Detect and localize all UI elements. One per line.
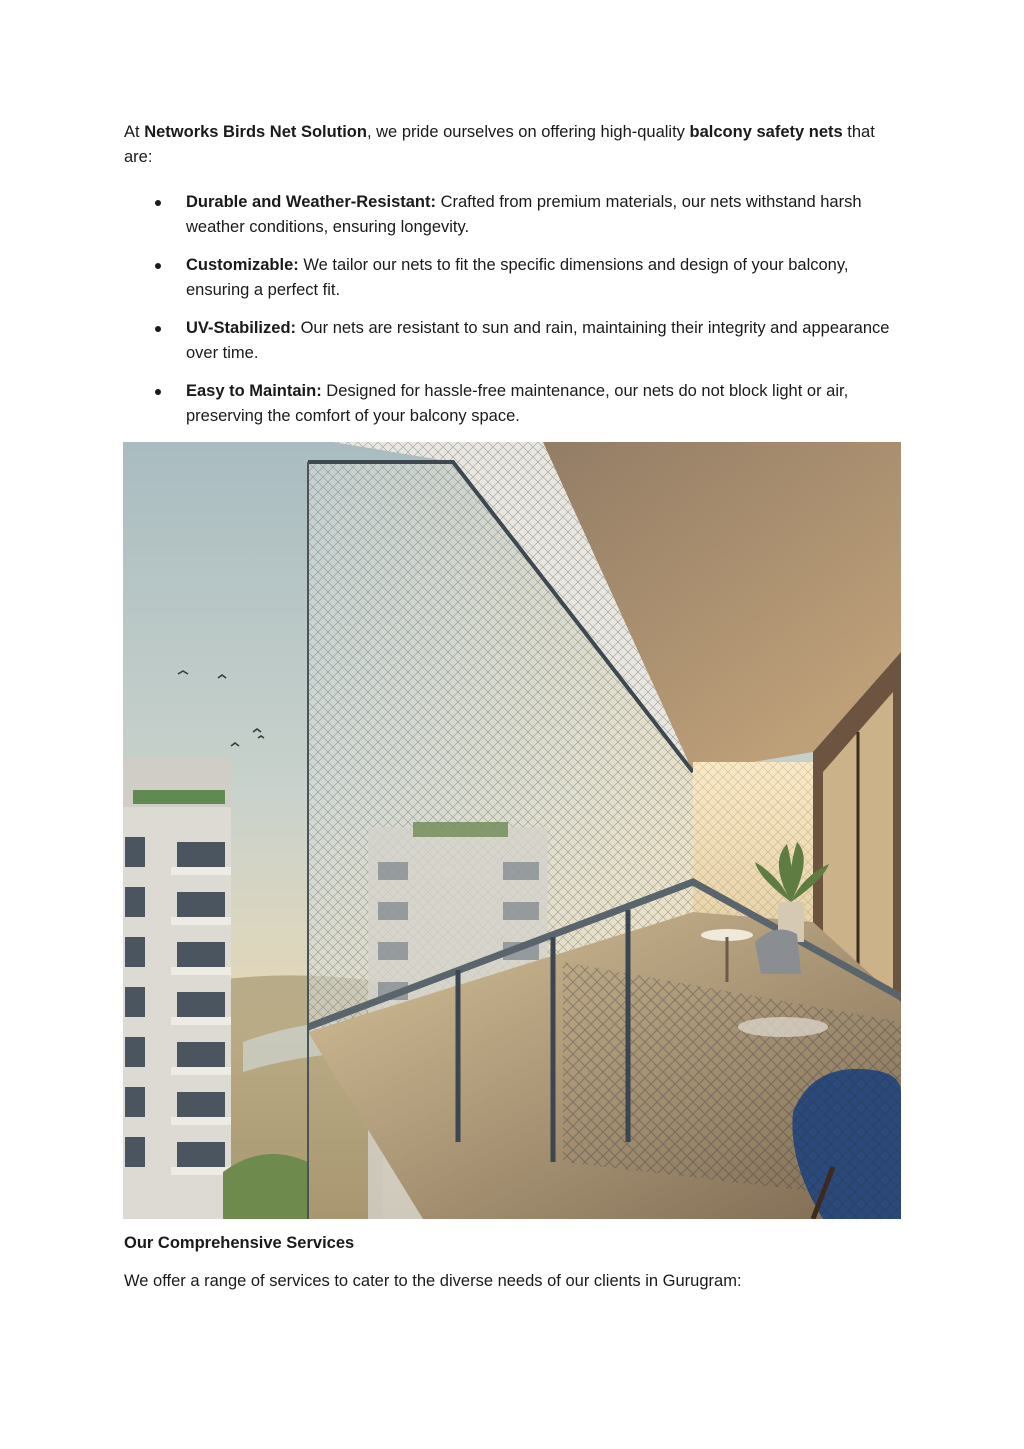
intro-prefix: At	[124, 123, 145, 141]
product-name: balcony safety nets	[689, 123, 843, 141]
section-text: We offer a range of services to cater to the diverse needs of our clients in Gurugram:	[124, 1272, 742, 1290]
feature-text: Our nets are resistant to sun and rain, maintaining their integrity and appearance over time.	[186, 319, 890, 362]
balcony-net-illustration	[123, 442, 901, 1219]
feature-term: Durable and Weather-Resistant:	[186, 193, 436, 211]
feature-term: UV-Stabilized:	[186, 319, 297, 337]
document-page	[124, 120, 900, 442]
feature-list	[124, 190, 900, 429]
section-heading: Our Comprehensive Services	[124, 1234, 355, 1252]
bullet-icon	[155, 200, 161, 206]
feature-term: Easy to Maintain:	[186, 382, 322, 400]
feature-text: Crafted from premium materials, our nets withstand harsh weather conditions, ensuring longevity.	[186, 193, 862, 236]
feature-item	[124, 379, 900, 429]
intro-suffix: that are:	[124, 123, 875, 166]
bullet-icon	[155, 389, 161, 395]
intro-middle: , we pride ourselves on offering high-quality	[366, 123, 690, 141]
feature-item	[124, 316, 900, 366]
feature-text: We tailor our nets to fit the specific dimensions and design of your balcony, ensuring a perfect fit.	[186, 256, 849, 299]
feature-item	[124, 190, 900, 240]
company-name: Networks Birds Net Solution	[144, 123, 367, 141]
feature-item	[124, 253, 900, 303]
feature-term: Customizable:	[186, 256, 299, 274]
intro-paragraph	[124, 120, 900, 170]
feature-text: Designed for hassle-free maintenance, our nets do not block light or air, preserving the comfort of your balcony space.	[186, 382, 849, 425]
bullet-icon	[155, 263, 161, 269]
bullet-icon	[155, 326, 161, 332]
